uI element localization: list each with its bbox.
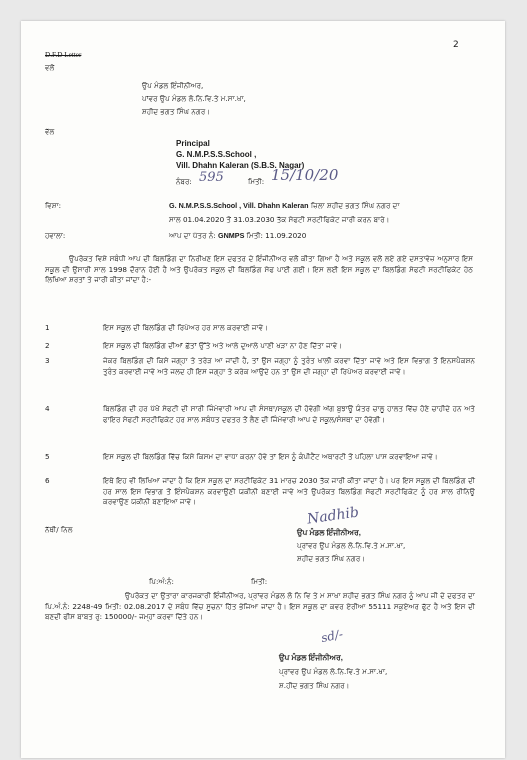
reference-label: ਹਵਾਲਾ: — [45, 231, 66, 240]
reference-line — [169, 231, 306, 240]
intro-paragraph: ਉਪਰੋਕਤ ਵਿਸ਼ੇ ਸਬੰਧੀ ਆਪ ਦੀ ਬਿਲਡਿੰਗ ਦਾ ਨਿਰੀਖਣ ਇਸ ਦਫਤਰ ਦੇ ਇੰਜੀਨੀਅਰ ਵਲੋਂ ਕੀਤਾ ਗਿਆ ਹੈ ਅਤੇ ਸਕੂਲ ਵਲੋਂ ਲਏ ਗਏ ਦਸਤਾਵੇਜ਼ ਅਨੁਸਾਰ ਇਸ ਸਕੂਲ ਦੀ ਉਸਾਰੀ ਸਾਲ 1998 ਦੌਰਾਨ ਹੋਈ ਹੈ ਅਤੇ ਉਪਰੋਕਤ ਸਕੂਲ ਦੀ ਬਿਲਡਿੰਗ ਸੇਫ ਪਾਈ ਗਈ। ਇਸ ਲਈ ਇਸ ਸਕੂਲ ਦਾ ਬਿਲਡਿੰਗ ਸੇਫਟੀ ਸਰਟੀਫਿਕੇਟ ਹੇਠ ਲਿਖਿਆ ਸ਼ਰਤਾਂ ਤੇ ਜਾਰੀ ਕੀਤਾ ਜਾਂਦਾ ਹੈ:- — [45, 254, 473, 284]
sender-line: ਉਪ ਮੰਡਲ ਇੰਜੀਨੀਅਰ, — [142, 81, 204, 90]
condition-text: ਬਿਲਡਿੰਗ ਦੀ ਹਰ ਪੱਖੋਂ ਸੇਫਟੀ ਦੀ ਸਾਰੀ ਜਿੰਮੇਵਾਰੀ ਆਪ ਦੀ ਸੰਸਥਾ/ਸਕੂਲ ਦੀ ਹੋਵੇਗੀ ਅੱਗ ਬੁਝਾਊ ਯੰਤਰ ਚਾਲੂ ਹਾਲਤ ਵਿੱਚ ਹੋਣੇ ਚਾਹੀਦੇ ਹਨ ਅਤੇ ਫਾਇਰ ਸੇਫਟੀ ਸਰਟੀਫਿਕੇਟ ਹਰ ਸਾਲ ਸਬੰਧਤ ਦਫਤਰ ਤੋਂ ਲੈਣ ਦੀ ਜਿੰਮੇਵਾਰੀ ਆਪ ਦੇ ਸਕੂਲ/ਸੰਸਥਾ ਦਾ ਹੋਵੇਗੀ। — [103, 404, 475, 424]
condition-text: ਇਸ ਸਕੂਲ ਦੀ ਬਿਲਡਿੰਗ ਦੀ ਰਿਪੇਅਰ ਹਰ ਸਾਲ ਕਰਵਾਈ ਜਾਵੇ। — [103, 323, 268, 332]
letter-page — [21, 21, 505, 758]
from-label: ਵਲੋਂ — [45, 63, 55, 72]
copy-paragraph: ਉਪਰੋਕਤ ਦਾ ਉਤਾਰਾ ਕਾਰਜਕਾਰੀ ਇੰਜੀਨੀਅਰ, ਪ੍ਰਾਂਵਰ ਮੰਡਲ ਲੋ ਨਿ ਵਿ ਤੇ ਮ ਸਾਖਾ ਸ਼ਹੀਦ ਭਗਤ ਸਿੰਘ ਨਗਰ ਨੂੰ ਆਪ ਜੀ ਦੇ ਦਫਤਰ ਦਾ ਪਿ.ਅੰ.ਨੰ: 2248-49 ਮਿਤੀ: 02.08.2017 ਦੇ ਸਬੰਧ ਵਿੱਚ ਸੂਚਨਾ ਹਿੱਤ ਭੇਜਿਆ ਜਾਂਦਾ ਹੈ। ਇਸ ਸਕੂਲ ਦਾ ਕਵਰ ਏਰੀਆ 55111 ਸਕੁਏਅਰ ਫੁੱਟ ਹੈ ਅਤੇ ਇਸ ਦੀ ਬਣਦੀ ਫੀਸ ਬਾਬਤ ਰੁ: 150000/- ਜਮ੍ਹਾਂ ਕਰਵਾ ਦਿੱਤੇ ਹਨ। — [45, 591, 475, 621]
signatory-line: ਉਪ ਮੰਡਲ ਇੰਜੀਨੀਅਰ, — [279, 653, 343, 662]
reference-prefix: ਆਪ ਦਾ ਪੱਤਰ ਨੰ: — [169, 231, 219, 240]
condition-number: 3 — [45, 356, 50, 365]
subject-line-1 — [169, 201, 400, 210]
date-handwritten: 15/10/20 — [271, 166, 339, 184]
endorsement-date-label: ਮਿਤੀ: — [251, 577, 268, 586]
condition-text: ਇਸ ਸਕੂਲ ਦੀ ਬਿਲਡਿੰਗ ਵਿੱਚ ਕਿਸੇ ਕਿਸਮ ਦਾ ਵਾਧਾ ਕਰਨਾ ਹੋਵੇ ਤਾਂ ਇਸ ਨੂੰ ਕੰਪੀਟੈਂਟ ਅਥਾਰਟੀ ਤੋਂ ਪਹਿਲਾ ਪਾਸ ਕਰਵਾਇਆ ਜਾਵੇ। — [103, 452, 438, 461]
condition-text: ਇਥੇ ਇਹ ਵੀ ਲਿਖਿਆ ਜਾਂਦਾ ਹੈ ਕਿ ਇਸ ਸਕੂਲ ਦਾ ਸਰਟੀਫਿਕੇਟ 31 ਮਾਰਚ 2030 ਤੱਕ ਜਾਰੀ ਕੀਤਾ ਜਾਂਦਾ ਹੈ। ਪਰ ਇਸ ਸਕੂਲ ਦੀ ਬਿਲਡਿੰਗ ਦੀ ਹਰ ਸਾਲ ਇਸ ਵਿਭਾਗ ਤੋਂ ਇੰਸਪੈਕਸ਼ਨ ਕਰਵਾਉਣੀ ਯਕੀਨੀ ਬਣਾਈ ਜਾਵੇ ਅਤੇ ਉਪਰੋਕਤ ਬਿਲਡਿੰਗ ਸੇਫਟੀ ਸਰਟੀਫਿਕੇਟ ਨੂੰ ਹਰ ਸਾਲ ਰੀਨਿਊ ਕਰਵਾਉਣ ਯਕੀਨੀ ਬਣਾਇਆ ਜਾਵੇ। — [103, 476, 475, 506]
copy-signature: sd/- — [319, 626, 345, 646]
condition-number: 4 — [45, 404, 50, 413]
ref-no-label: ਨੰਬਰ: — [176, 177, 192, 186]
condition-number: 5 — [45, 452, 50, 461]
date-label: ਮਿਤੀ: — [248, 177, 265, 186]
page-number: 2 — [453, 40, 459, 50]
reference-date: ਮਿਤੀ: 11.09.2020 — [244, 231, 307, 240]
recipient-line: Principal — [176, 139, 210, 148]
subject-line-2: ਸਾਲ 01.04.2020 ਤੋਂ 31.03.2030 ਤੱਕ ਸੇਫਟੀ ਸਰਟੀਫਿਕੇਟ ਜਾਰੀ ਕਰਨ ਬਾਰੇ। — [169, 215, 390, 224]
signatory-line: ਸ਼ਹੀਦ ਭਗਤ ਸਿੰਘ ਨਗਰ। — [297, 554, 366, 563]
enclosure-label: ਨੱਥੀ/ ਨਿਲ — [45, 525, 73, 534]
signatory-line: ਪ੍ਰਾਂਵਰ ਉਪ ਮੰਡਲ ਲੋ.ਨਿ.ਵਿ.ਤੇ ਮ.ਸਾ.ਖਾ, — [279, 667, 388, 676]
recipient-line: G. N.M.P.S.S.School , — [176, 150, 257, 159]
subject-district: ਜ਼ਿਲਾ ਸ਼ਹੀਦ ਭਗਤ ਸਿੰਘ ਨਗਰ ਦਾ — [308, 201, 400, 210]
subject-label: ਵਿਸ਼ਾ: — [45, 201, 62, 210]
reference-code: GNMPS — [218, 231, 245, 240]
subject-school-name: G. N.M.P.S.S.School , Vill. Dhahn Kaleran — [169, 201, 309, 210]
signatory-line: ਸ਼.ਹੀਦ ਭਗਤ ਸਿੰਘ ਨਗਰ। — [279, 681, 350, 690]
endorsement-no-label: ਪਿ:ਅੰ:ਨੰ: — [149, 577, 174, 586]
ref-no-handwritten: 595 — [199, 170, 224, 185]
condition-text: ਜੇਕਰ ਬਿਲਡਿੰਗ ਦੀ ਕਿਸੇ ਜਗ੍ਹਾ ਤੇ ਤਰੇੜ ਆ ਜਾਂਦੀ ਹੈ, ਤਾਂ ਉਸ ਜਗ੍ਹਾ ਨੂੰ ਤੁਰੰਤ ਖਾਲੀ ਕਰਵਾ ਦਿੱਤਾ ਜਾਵੇ ਅਤੇ ਇਸ ਵਿਭਾਗ ਤੋਂ ਇਨਸਪੈਕਸ਼ਨ ਤੁਰੰਤ ਕਰਵਾਈ ਜਾਵੇ ਅਤੇ ਜਲਦ ਹੀ ਇਸ ਜਗ੍ਹਾ ਤੇ ਕਰੇਕ ਆਉਂਦੇ ਹਨ ਤਾਂ ਉਸ ਦੀ ਜਗ੍ਹਾ ਦੀ ਰਿਪੇਅਰ ਕਰਵਾਈ ਜਾਵੇ। — [103, 356, 475, 376]
signatory-line: ਪ੍ਰਾਂਵਰ ਉਪ ਮੰਡਲ ਲੋ.ਨਿ.ਵਿ.ਤੇ ਮ.ਸਾ.ਖਾ, — [297, 541, 406, 550]
sender-line: ਸ਼ਹੀਦ ਭਗਤ ਸਿੰਘ ਨਗਰ। — [142, 107, 211, 116]
recipient-line: Vill. Dhahn Kaleran (S.B.S. Nagar) — [176, 161, 305, 170]
condition-number: 1 — [45, 323, 50, 332]
officer-signature: Nadhib — [306, 504, 360, 528]
to-label: ਵੱਲ — [45, 127, 55, 136]
condition-number: 2 — [45, 341, 50, 350]
signatory-line: ਉਪ ਮੰਡਲ ਇੰਜੀਨੀਅਰ, — [297, 528, 361, 537]
condition-number: 6 — [45, 476, 50, 485]
dfd-letter-label: D.F.D Letter — [45, 51, 82, 59]
condition-text: ਇਸ ਸਕੂਲ ਦੀ ਬਿਲਡਿੰਗ ਦੀਆਂ ਛੱਤਾਂ ਉੱਤੇ ਅਤੇ ਆਲੇ ਦੁਆਲੇ ਪਾਣੀ ਖੜਾ ਨਾ ਹੋਣ ਦਿੱਤਾ ਜਾਵੇ। — [103, 341, 343, 350]
sender-line: ਪਾਂਵਰ ਉਪ ਮੰਡਲ ਲੋ.ਨਿ.ਵਿ.ਤੇ ਮ.ਸਾ.ਖਾ, — [142, 94, 246, 103]
